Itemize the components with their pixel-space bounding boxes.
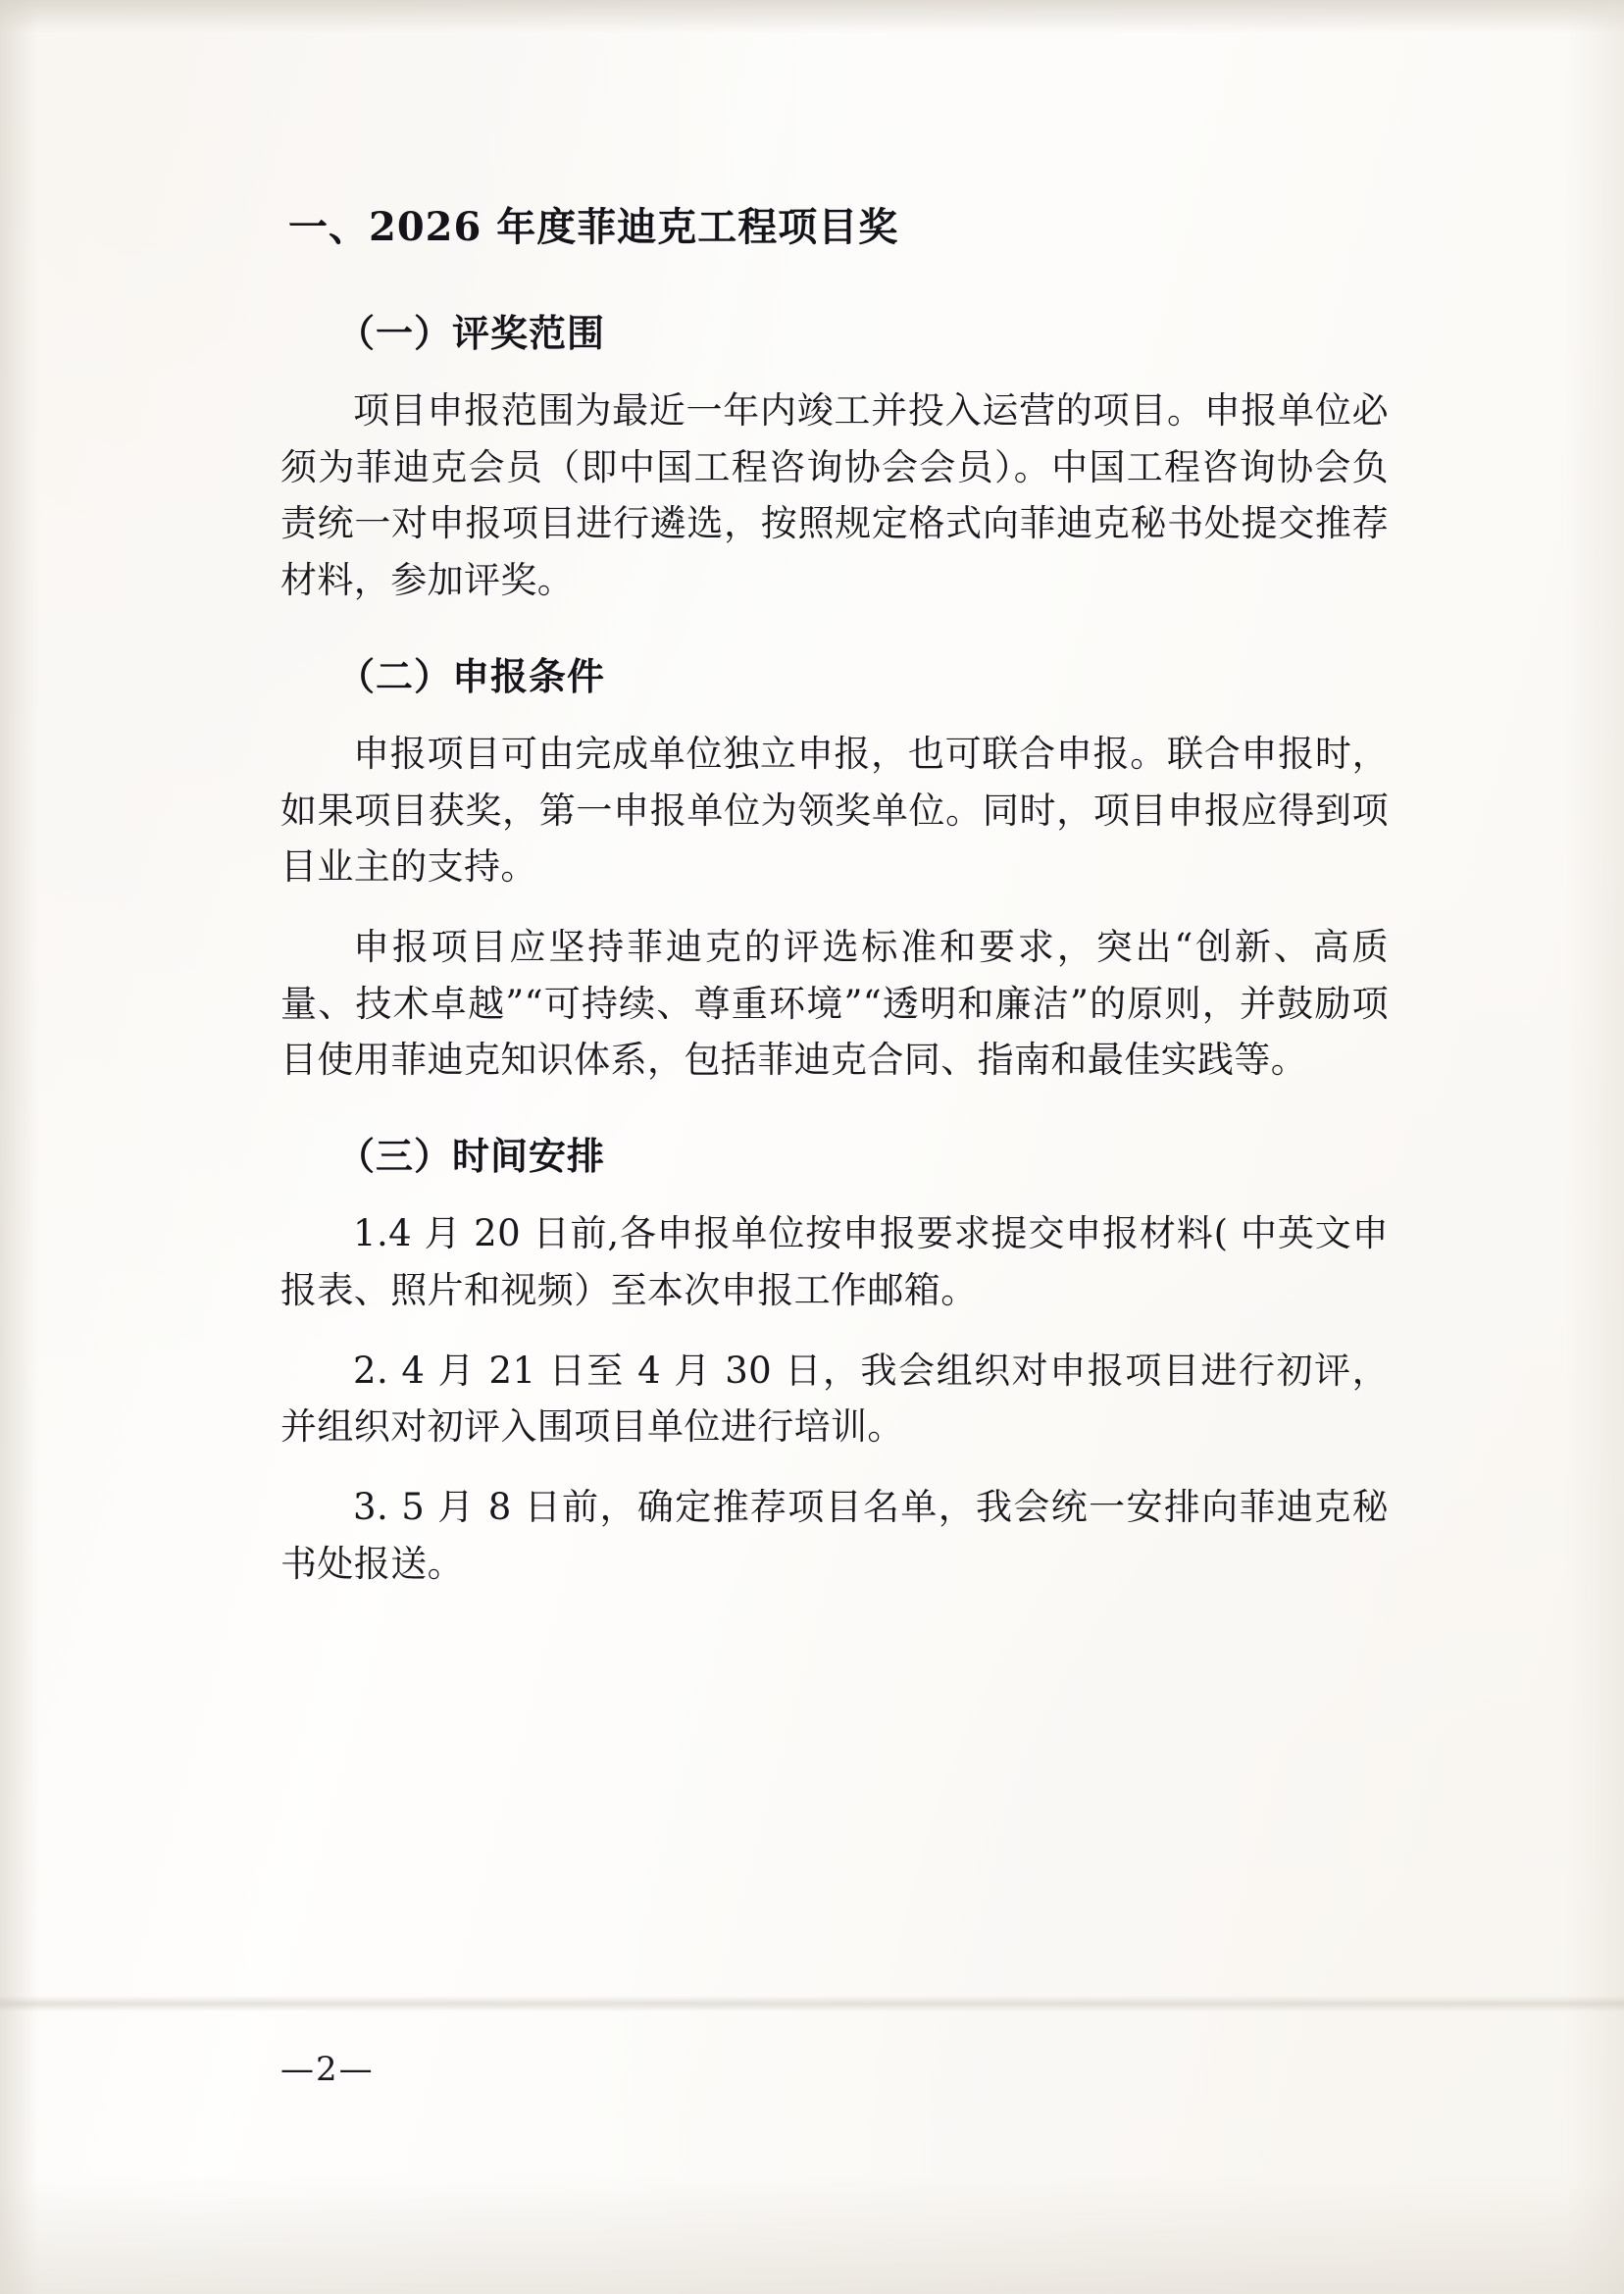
scan-edge-left — [0, 0, 39, 2294]
page-number: —2— — [280, 2050, 375, 2089]
section-heading: 一、2026 年度菲迪克工程项目奖 — [288, 204, 899, 250]
paragraph-conditions-2: 申报项目应坚持菲迪克的评选标准和要求，突出“创新、高质量、技术卓越”“可持续、尊重环境”“透明和廉洁”的原则，并鼓励项目使用菲迪克知识体系，包括菲迪克合同、指南和最佳实践等。 — [280, 926, 1389, 1082]
subsection-heading-2: （二）申报条件 — [337, 653, 606, 698]
paragraph-conditions-1: 申报项目可由完成单位独立申报，也可联合申报。联合申报时，如果项目获奖，第一申报单位为领奖单位。同时，项目申报应得到项目业主的支持。 — [280, 732, 1389, 889]
scan-band — [0, 1996, 1624, 2012]
paragraph-scope-1: 项目申报范围为最近一年内竣工并投入运营的项目。申报单位必须为菲迪克会员（即中国工程咨询协会会员）。中国工程咨询协会负责统一对申报项目进行遴选，按照规定格式向菲迪克秘书处提交推荐材料，参加评奖。 — [280, 389, 1389, 602]
paragraph-schedule-2: 2. 4 月 21 日至 4 月 30 日，我会组织对申报项目进行初评，并组织对初评入围项目单位进行培训。 — [280, 1349, 1389, 1449]
scan-edge-right — [1565, 0, 1624, 2294]
paragraph-schedule-3: 3. 5 月 8 日前，确定推荐项目名单，我会统一安排向菲迪克秘书处报送。 — [280, 1486, 1389, 1585]
subsection-heading-1: （一）评奖范围 — [337, 311, 606, 355]
subsection-heading-3: （三）时间安排 — [337, 1134, 606, 1179]
document-body — [280, 196, 1389, 1616]
scan-edge-top — [0, 0, 1624, 33]
paragraph-schedule-1: 1.4 月 20 日前,各申报单位按申报要求提交申报材料( 中英文申报表、照片和视频）至本次申报工作邮箱。 — [280, 1212, 1389, 1311]
scan-edge-bottom — [0, 2176, 1624, 2294]
